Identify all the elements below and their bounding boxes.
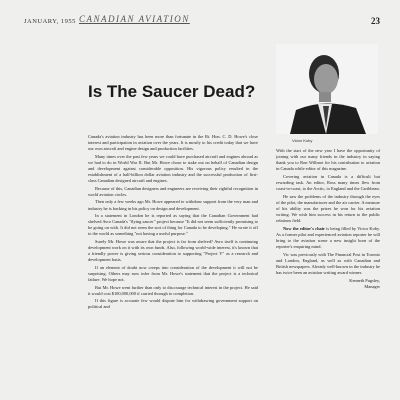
paragraph: Vic was previously with The Financial Post in Toronto and London, England, as well as with Canadian and British newspapers. Already well-known in the industry he has twice been an aviation writing award winner. bbox=[276, 251, 380, 275]
paragraph-text: Now the editor's chair is being filled by Victor Koby. As a former pilot and experienced aviation reporter he will bring to the aviation scene a new insight born of the reporter's enquiring mind. bbox=[276, 225, 380, 249]
paragraph: But Mr. Howe went further than only to discourage technical interest in the project. He said it would cost $100,000,000 if carried through to completion. bbox=[88, 284, 258, 296]
paragraph: If this figure is accurate few would dispute him for withdrawing government support on political and bbox=[88, 298, 258, 310]
paragraph: With the start of the new year I have the opportunity of joining with our many friends in the industry in saying thank you to Ron Willmot for his contribution to aviation in Canada while editor of this magazine. bbox=[276, 148, 380, 172]
paragraph: Because of this, Canadian designers and engineers are receiving their rightful recognition in world aviation circles. bbox=[88, 185, 258, 197]
editorial-column-left bbox=[88, 134, 258, 400]
paragraph: If an element of doubt now creeps into consideration of the development it will not be surprising. Others may now infer from Mr. Howe's statement that the project is a technical failure. We hope not. bbox=[88, 264, 258, 283]
paragraph: In a statement in London he is reported as saying that the Canadian Government had shelved Avro Canada's "flying saucer" project because "It did not seem sufficiently promising to be going on with. It did not seem the sort of thing for Canada to be developing." He wrote it off to the world as something "not having a useful purpose." bbox=[88, 213, 258, 237]
issue-date: JANUARY, 1955 bbox=[24, 18, 76, 25]
paragraph: Many times over the past few years we could have purchased aircraft and engines abroad as we had to do in World War II. But Mr. Howe chose to stake out on behalf of Canadian design and development against considerable opposition. His vigorous policy resulted in the establishment of a half-billion dollar aviation industry and the successful production of first-class Canadian designed aircraft and engines. bbox=[88, 153, 258, 184]
signature-name: Kenneth Pugsley, bbox=[349, 277, 380, 283]
page-header bbox=[24, 14, 380, 28]
signature-title: Manager bbox=[364, 283, 380, 289]
magazine-name: CANADIAN AVIATION bbox=[79, 14, 190, 24]
article-title: Is The Saucer Dead? bbox=[88, 82, 256, 101]
photo-caption: Victor Koby bbox=[292, 138, 313, 143]
paragraph: Covering aviation in Canada is a difficult but rewarding task. An editor, Ross many times flew from coast-to-coast, to the Arctic, to England and the Caribbean. bbox=[276, 173, 380, 192]
page-number: 23 bbox=[371, 16, 380, 26]
paragraph: Surely Mr. Howe was aware that the project is far from shelved? Avro itself is continuing development work on it with its own funds. Also, following world-wide interest, it's known that a friendly power is giving serious consideration to supporting "Project Y" as a research and development basis. bbox=[88, 239, 258, 263]
signature-block bbox=[276, 278, 380, 290]
paragraph: Canada's aviation industry has been more than fortunate in the Rt. Hon. C. D. Howe's close interest and participation in aviation over the years. It is mostly to his credit today that we have our own aircraft and engine design and production facilities. bbox=[88, 134, 258, 152]
portrait-image bbox=[276, 44, 378, 134]
paragraph-with-lead bbox=[276, 226, 380, 250]
paragraph: Then only a few weeks ago Mr. Howe appeared to withdraw support from the very man and industry he is backing in his policy on design and development. bbox=[88, 199, 258, 211]
paragraph: He saw the problems of the industry through the eyes of the pilot, the manufacturer and the air carrier. A measure of his ability was the prizes he won for his aviation writing. We wish him success in his return to the public relations field. bbox=[276, 193, 380, 224]
editor-photo bbox=[276, 44, 378, 134]
lead-phrase: Now the editor's chair bbox=[283, 225, 325, 231]
editorial-column-right bbox=[276, 148, 380, 400]
